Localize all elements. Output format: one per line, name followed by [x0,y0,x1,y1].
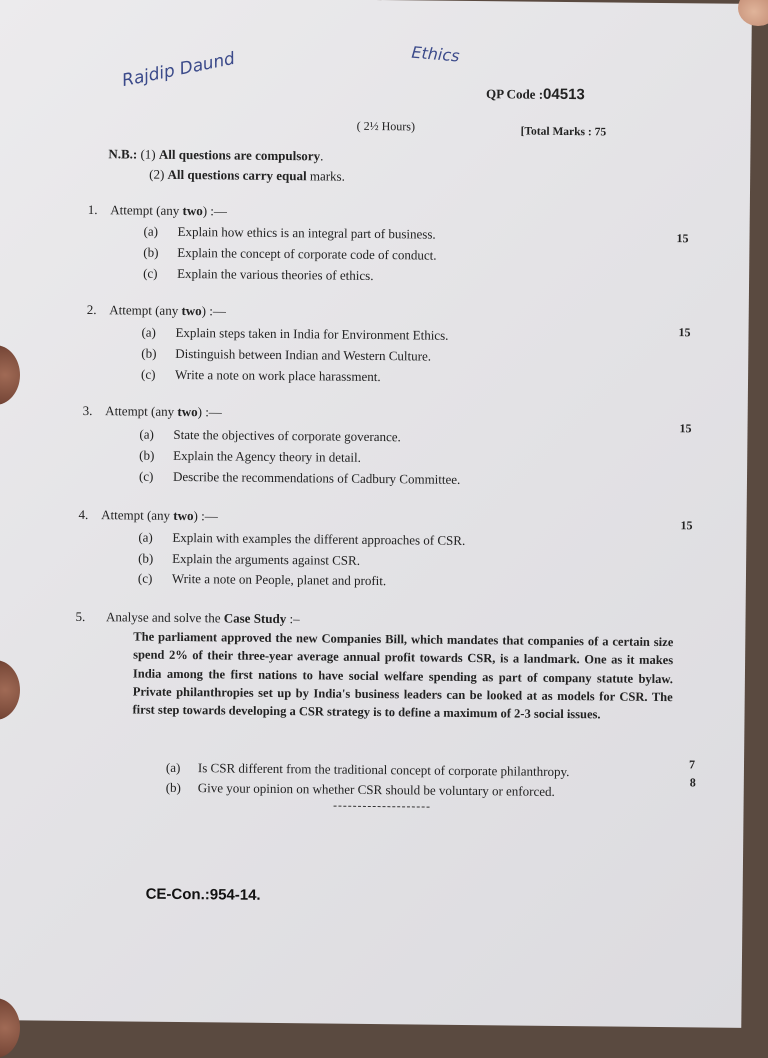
note-text-bold: compulsory [255,147,321,164]
question-3-sub-b [139,448,361,466]
question-2-sub-c [141,367,381,386]
footer-code: CE-Con.:954-14. [145,885,261,904]
case-sub-b [166,780,555,800]
sub-label: (c) [140,366,156,382]
question-2-sub-b [141,346,431,365]
sub-label: (a) [139,426,154,442]
sub-label: (a) [143,223,159,239]
question-3-marks: 15 [679,421,692,436]
question-4-sub-b [138,551,360,569]
note-num: (2) [149,166,165,182]
sub-text: Explain how ethics is an integral part of business. [177,223,436,242]
question-head: Attempt (any [110,202,183,218]
sub-label: (c) [137,570,153,586]
end-divider [334,806,430,808]
note-text-end: marks. [306,168,345,184]
question-head-end: ) :— [201,303,227,319]
sub-text: Explain the various theories of ethics. [177,265,374,283]
sub-label: (a) [141,324,157,340]
question-2-marks: 15 [678,325,691,340]
question-1-sub-a [143,224,435,243]
qp-code-label: QP Code : [485,86,544,102]
question-head-bold: two [177,403,198,420]
sub-label: (b) [138,550,154,566]
question-head: Attempt (any [101,507,174,523]
note-num: (1) [140,146,156,162]
sub-text: Give your opinion on whether CSR should be voluntary or enforced. [197,780,555,799]
question-number: 1. [87,201,98,218]
case-study-paragraph: The parliament approved the new Companies Bill, which mandates that companies of a certain size spend 2% of their three-year average annual profit towards CSR, is a landmark. One as it makes India among the first nations to have social welfare spending as part of company statute bylaw. Private philanthropies set up by India's business leaders can be looked at as models for CSR. The first step towards developing a CSR strategy is to define a maximum of 2-3 social issues. [132,629,674,722]
sub-text: Explain the Agency theory in detail. [173,447,362,465]
sub-text: State the objectives of corporate goverance. [173,426,401,445]
sub-text: Write a note on work place harassment. [174,366,381,385]
question-4-sub-c [138,571,386,590]
case-sub-b-marks: 8 [689,775,696,790]
note-text-plain: All questions carry [167,166,277,183]
sub-text: Explain the concept of corporate code of conduct. [177,244,437,263]
sub-label: (c) [138,468,154,484]
duration: ( 2½ Hours) [356,118,416,134]
question-2-sub-a [141,325,448,344]
note-1 [108,146,323,164]
sub-text: Explain the arguments against CSR. [172,550,361,568]
case-head-bold: Case Study [223,610,287,627]
question-number: 2. [86,301,97,318]
handwritten-subject: Ethics [410,42,461,66]
question-2-heading [87,302,226,319]
sub-label: (c) [143,265,158,281]
case-sub-a-marks: 7 [688,757,696,772]
sub-text: Explain with examples the different approaches of CSR. [172,529,466,548]
question-number: 5. [75,608,86,624]
note-text-plain: All questions are [158,146,256,163]
note-2 [149,167,345,185]
total-marks: [Total Marks : 75 [520,125,607,139]
question-number: 4. [78,506,89,523]
question-1-sub-c [143,266,374,284]
sub-text: Describe the recommendations of Cadbury Committee. [172,468,461,487]
case-sub-a [166,760,570,780]
sub-label: (b) [139,447,155,463]
question-head-bold: two [182,202,203,219]
question-head-end: ) :— [202,203,228,219]
question-head-end: ) :— [193,508,218,524]
sub-text: Distinguish between Indian and Western Culture. [175,345,432,364]
question-1-marks: 15 [676,231,689,246]
sub-label: (a) [165,759,181,775]
sub-label: (b) [165,779,181,795]
note-prefix: N.B.: [108,146,138,162]
handwritten-name: Rajdip Daund [120,48,237,92]
question-head-bold: two [173,507,194,524]
sub-text: Explain steps taken in India for Environment Ethics. [175,324,449,343]
question-head-end: ) :— [197,404,222,420]
note-text-end: . [320,148,324,164]
question-head-bold: two [181,302,202,319]
question-1-sub-b [143,245,436,264]
sub-label: (a) [138,529,153,545]
question-3-sub-c [139,469,461,488]
case-study-heading [75,609,299,627]
question-number: 3. [82,402,93,419]
question-head: Attempt (any [109,302,182,318]
sub-text: Write a note on People, planet and profit. [171,570,387,589]
case-head: Analyse and solve the [105,609,224,626]
question-4-heading [79,507,218,524]
question-3-heading [83,403,222,420]
sub-text: Is CSR different from the traditional concept of corporate philanthropy. [197,760,570,780]
question-1-heading [88,202,227,219]
question-4-sub-a [138,530,465,549]
case-head-end: :– [286,611,300,627]
question-head: Attempt (any [105,403,178,419]
note-text-bold: equal [276,167,307,184]
qp-code [486,85,585,103]
sub-label: (b) [143,244,159,260]
sub-label: (b) [141,345,157,361]
qp-code-value: 04513 [542,85,585,104]
question-3-sub-a [139,427,401,446]
question-4-marks: 15 [680,518,693,533]
